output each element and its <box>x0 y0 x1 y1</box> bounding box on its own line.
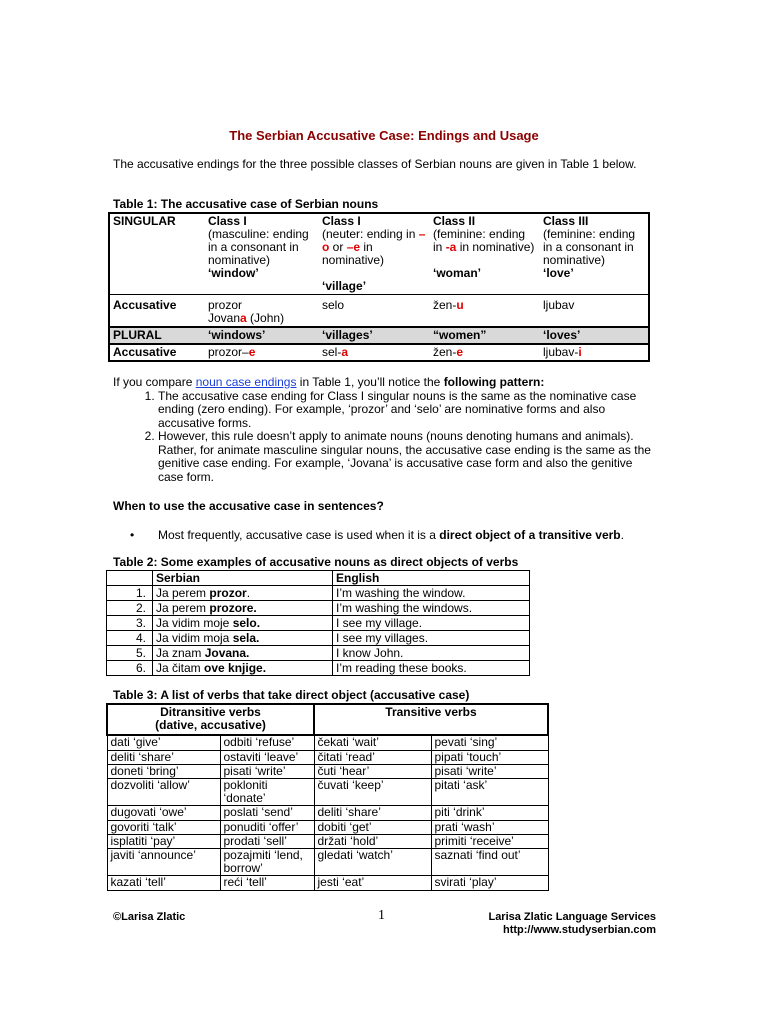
verb-cell: govoriti ‘talk’ <box>107 820 220 834</box>
table-row <box>107 616 530 631</box>
accusative-label: Accusative <box>113 345 177 359</box>
table-cell: prozor Jovana (John) <box>205 295 319 328</box>
singular-label: SINGULAR <box>113 214 176 228</box>
verb-cell: prodati ‘sell’ <box>220 834 314 848</box>
verb-cell: poslati ‘send’ <box>220 806 314 820</box>
english-cell: I know John. <box>333 646 530 661</box>
list-item: 1. The accusative case ending for Class I singular nouns is the same as the nominative case ending (zero ending). For example, ‘prozor’ and ‘selo’ are nominative forms and also accusative forms. <box>158 390 658 431</box>
verb-cell: ponuditi ‘offer’ <box>220 820 314 834</box>
verb-cell: kazati ‘tell’ <box>107 876 220 890</box>
verb-cell: svirati ‘play’ <box>431 876 548 890</box>
verb-cell: pozajmiti ‘lend, borrow’ <box>220 849 314 876</box>
table-row <box>107 735 548 750</box>
verb-cell: isplatiti ‘pay’ <box>107 834 220 848</box>
verb-cell: čekati ‘wait’ <box>314 735 431 750</box>
verb-cell: deliti ‘share’ <box>107 750 220 764</box>
footer-url: http://www.studyserbian.com <box>503 924 656 936</box>
verb-cell: čitati ‘read’ <box>314 750 431 764</box>
table-cell: ‘loves’ <box>540 327 649 344</box>
page-number: 1 <box>378 908 385 923</box>
table-row <box>107 764 548 778</box>
table-cell: “women” <box>430 327 540 344</box>
table-cell: prozor–e <box>208 345 256 359</box>
header-cell <box>107 571 153 586</box>
verb-cell: dozvoliti ‘allow’ <box>107 779 220 806</box>
verb-cell: dati ‘give’ <box>107 735 220 750</box>
table-row <box>107 876 548 890</box>
accusative-label: Accusative <box>109 295 205 328</box>
pattern-section <box>113 376 658 484</box>
table-cell: ‘villages’ <box>319 327 430 344</box>
table-row <box>107 750 548 764</box>
table-row <box>107 646 530 661</box>
footer-credits <box>400 911 656 937</box>
plural-label: PLURAL <box>109 327 205 344</box>
verb-cell: piti ‘drink’ <box>431 806 548 820</box>
row-number: 4. <box>107 631 153 646</box>
verb-cell: dobiti ‘get’ <box>314 820 431 834</box>
bullet-item: • Most frequently, accusative case is used when it is a direct object of a transitive verb. <box>130 528 624 542</box>
table-row <box>107 820 548 834</box>
table-row <box>107 631 530 646</box>
row-number: 3. <box>107 616 153 631</box>
english-cell: I’m washing the window. <box>333 586 530 601</box>
table-row <box>109 344 649 361</box>
section-heading: When to use the accusative case in sentences? <box>113 499 384 513</box>
footer-company: Larisa Zlatic Language Services <box>488 911 656 923</box>
english-cell: I’m washing the windows. <box>333 601 530 616</box>
table-row <box>107 849 548 876</box>
table3 <box>106 703 549 891</box>
serbian-cell: Ja vidim moja sela. <box>153 631 333 646</box>
verb-cell: pevati ‘sing’ <box>431 735 548 750</box>
footer-copyright: ©Larisa Zlatic <box>113 911 186 923</box>
table2 <box>106 570 530 676</box>
table-cell: ljubav <box>540 295 649 328</box>
table1 <box>108 212 650 362</box>
table-row <box>107 601 530 616</box>
bullet-marker: • <box>130 528 135 542</box>
class-header: Class II (feminine: ending in -a in nominative) ‘woman’ <box>433 214 535 280</box>
verb-cell: prati ‘wash’ <box>431 820 548 834</box>
verb-cell: dugovati ‘owe’ <box>107 806 220 820</box>
table-row <box>107 806 548 820</box>
verb-cell: jesti ‘eat’ <box>314 876 431 890</box>
table-row <box>107 661 530 676</box>
table-row <box>109 213 649 295</box>
verb-cell: pisati ‘write’ <box>431 764 548 778</box>
row-number: 1. <box>107 586 153 601</box>
table2-caption: Table 2: Some examples of accusative nouns as direct objects of verbs <box>113 555 519 569</box>
table3-caption: Table 3: A list of verbs that take direct object (accusative case) <box>113 688 470 702</box>
pattern-list <box>113 390 658 485</box>
header-cell: Serbian <box>153 571 333 586</box>
serbian-cell: Ja perem prozor. <box>153 586 333 601</box>
table-header-row <box>107 704 548 735</box>
verb-cell: pipati ‘touch’ <box>431 750 548 764</box>
table-row <box>107 586 530 601</box>
verb-cell: ostaviti ‘leave’ <box>220 750 314 764</box>
noun-case-endings-link[interactable]: noun case endings <box>195 375 297 389</box>
verb-cell: odbiti ‘refuse’ <box>220 735 314 750</box>
header-cell: English <box>333 571 530 586</box>
row-number: 2. <box>107 601 153 616</box>
verb-cell: javiti ‘announce’ <box>107 849 220 876</box>
verb-cell: čuvati ‘keep’ <box>314 779 431 806</box>
verb-cell: pitati ‘ask’ <box>431 779 548 806</box>
verb-cell: reći ‘tell’ <box>220 876 314 890</box>
table-cell: ljubav-i <box>543 345 582 359</box>
verb-list <box>107 735 548 890</box>
verb-cell: čuti ‘hear’ <box>314 764 431 778</box>
table-row <box>109 327 649 344</box>
page-title: The Serbian Accusative Case: Endings and Usage <box>229 128 539 143</box>
table-cell: žen-e <box>433 345 464 359</box>
table-header-row <box>107 571 530 586</box>
verb-cell: držati ‘hold’ <box>314 834 431 848</box>
verb-cell: primiti ‘receive’ <box>431 834 548 848</box>
class-header: Class I (masculine: ending in a consonant in nominative) ‘window’ <box>208 214 309 280</box>
table-cell: ‘windows’ <box>205 327 319 344</box>
verb-cell: pokloniti ‘donate’ <box>220 779 314 806</box>
table-row <box>109 295 649 328</box>
serbian-cell: Ja vidim moje selo. <box>153 616 333 631</box>
english-cell: I see my village. <box>333 616 530 631</box>
table-cell: sel-a <box>322 345 349 359</box>
serbian-cell: Ja čitam ove knjige. <box>153 661 333 676</box>
list-item: 2. However, this rule doesn’t apply to animate nouns (nouns denoting humans and animals). Rather, for animate masculine singular nouns, the accusative case ending is the same as the genitive case ending. For example, ‘Jovana’ is accusative case form and also the genitive case form. <box>158 430 658 484</box>
class-header: Class I (neuter: ending in –o or –e in nominative) ‘village’ <box>322 214 426 293</box>
serbian-cell: Ja perem prozore. <box>153 601 333 616</box>
table-row <box>107 834 548 848</box>
verb-cell: doneti ‘bring’ <box>107 764 220 778</box>
pattern-intro: If you compare noun case endings in Table 1, you’ll notice the following pattern: <box>113 375 545 389</box>
table1-caption: Table 1: The accusative case of Serbian nouns <box>113 197 379 211</box>
table-cell: žen-u <box>430 295 540 328</box>
english-cell: I see my villages. <box>333 631 530 646</box>
table-row <box>107 779 548 806</box>
table-cell: selo <box>319 295 430 328</box>
verb-cell: saznati ‘find out’ <box>431 849 548 876</box>
transitive-header: Transitive verbs <box>314 704 548 735</box>
class-header: Class III (feminine: ending in a consonant in nominative) ‘love’ <box>543 214 636 280</box>
verb-cell: pisati ‘write’ <box>220 764 314 778</box>
serbian-cell: Ja znam Jovana. <box>153 646 333 661</box>
verb-cell: gledati ‘watch’ <box>314 849 431 876</box>
english-cell: I’m reading these books. <box>333 661 530 676</box>
row-number: 6. <box>107 661 153 676</box>
intro-paragraph: The accusative endings for the three possible classes of Serbian nouns are given in Table 1 below. <box>113 157 637 171</box>
row-number: 5. <box>107 646 153 661</box>
ditransitive-header: Ditransitive verbs (dative, accusative) <box>107 704 314 735</box>
verb-cell: deliti ‘share’ <box>314 806 431 820</box>
